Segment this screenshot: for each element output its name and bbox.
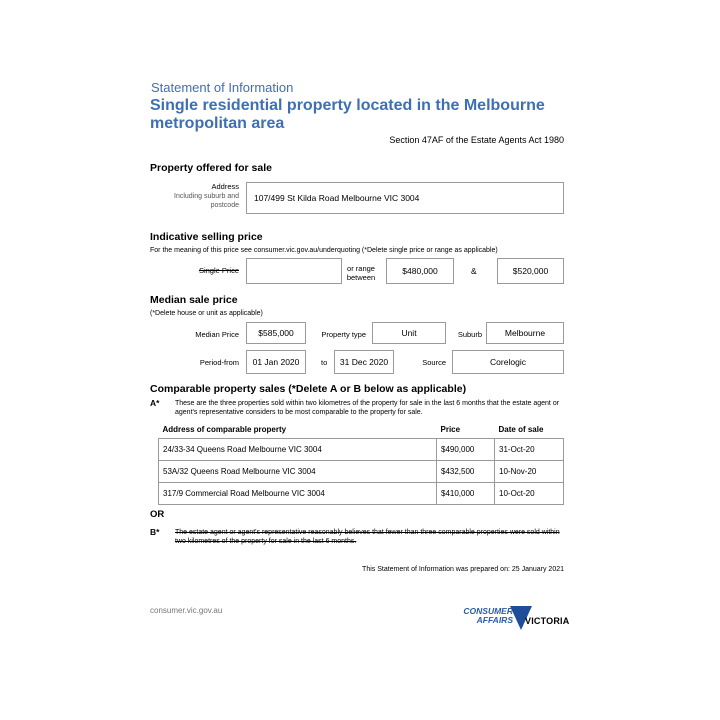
table-cell[interactable]: 24/33-34 Queens Road Melbourne VIC 3004 — [159, 439, 437, 461]
table-cell[interactable]: 10-Oct-20 — [495, 483, 564, 505]
suburb-label: Suburb — [457, 330, 482, 339]
property-heading: Property offered for sale — [150, 162, 272, 174]
address-label: Address — [211, 182, 239, 191]
range-high-field[interactable]: $520,000 — [497, 258, 564, 284]
median-price-label: Median Price — [195, 330, 239, 339]
suburb-field[interactable]: Melbourne — [486, 322, 564, 344]
table-row — [159, 439, 564, 461]
range-low-field[interactable]: $480,000 — [386, 258, 454, 284]
option-b-text: The estate agent or agent's representative reasonably believes that fewer than three comparable properties were sold within two kilometres of the property for sale in the last 6 months. — [175, 529, 560, 545]
period-to-label: to — [321, 358, 328, 367]
table-cell[interactable]: $490,000 — [437, 439, 495, 461]
period-from-field[interactable]: 01 Jan 2020 — [246, 350, 306, 374]
or-divider: OR — [150, 509, 165, 520]
period-to-field[interactable]: 31 Dec 2020 — [334, 350, 394, 374]
property-type-label: Property type — [321, 330, 366, 339]
range-ampersand: & — [471, 266, 477, 276]
median-heading: Median sale price — [150, 294, 238, 306]
consumer-affairs-victoria-logo — [455, 606, 570, 640]
prepared-date: This Statement of Information was prepared on: 25 January 2021 — [362, 566, 564, 573]
table-row — [159, 461, 564, 483]
logo-text-victoria: VICTORIA — [525, 616, 570, 626]
period-from-label: Period-from — [199, 358, 239, 367]
table-cell[interactable]: 317/9 Commercial Road Melbourne VIC 3004 — [159, 483, 437, 505]
table-cell[interactable]: 53A/32 Queens Road Melbourne VIC 3004 — [159, 461, 437, 483]
option-a-marker: A* — [150, 398, 160, 408]
column-header: Price — [440, 424, 461, 434]
median-price-field[interactable]: $585,000 — [246, 322, 306, 344]
comparable-table — [158, 423, 564, 505]
option-a-text: These are the three properties sold within two kilometres of the property for sale in the last 6 months that the estate agent or agent's representative considers to be most comparable to the property for sale. — [175, 400, 560, 416]
address-field[interactable]: 107/499 St Kilda Road Melbourne VIC 3004 — [246, 182, 564, 214]
address-sublabel: Including suburb and postcode — [174, 193, 239, 209]
column-header: Date of sale — [498, 424, 544, 434]
indicative-heading: Indicative selling price — [150, 231, 263, 243]
table-header-row — [159, 423, 564, 439]
median-note: (*Delete house or unit as applicable) — [150, 310, 263, 317]
source-field[interactable]: Corelogic — [452, 350, 564, 374]
table-cell[interactable]: $410,000 — [437, 483, 495, 505]
logo-line-1: CONSUMER — [463, 606, 513, 616]
indicative-note: For the meaning of this price see consumer.vic.gov.au/underquoting (*Delete single price or range as applicable) — [150, 247, 498, 254]
table-row — [159, 483, 564, 505]
source-label: Source — [422, 358, 446, 367]
property-type-field[interactable]: Unit — [372, 322, 446, 344]
column-header: Address of comparable property — [162, 424, 287, 434]
comparable-heading: Comparable property sales (*Delete A or B below as applicable) — [150, 383, 467, 395]
table-cell[interactable]: $432,500 — [437, 461, 495, 483]
logo-line-2: AFFAIRS — [476, 615, 513, 625]
table-cell[interactable]: 31-Oct-20 — [495, 439, 564, 461]
table-cell[interactable]: 10-Nov-20 — [495, 461, 564, 483]
option-b-marker: B* — [150, 527, 160, 537]
single-price-label: Single Price — [198, 266, 239, 275]
range-label: or range between — [346, 264, 376, 282]
single-price-field[interactable] — [246, 258, 342, 284]
act-reference: Section 47AF of the Estate Agents Act 1980 — [389, 135, 564, 145]
website-link[interactable]: consumer.vic.gov.au — [150, 606, 223, 615]
document-title: Statement of Information — [151, 80, 294, 95]
logo-text-consumer — [457, 607, 513, 625]
document-subtitle: Single residential property located in the Melbourne metropolitan area — [150, 97, 545, 132]
